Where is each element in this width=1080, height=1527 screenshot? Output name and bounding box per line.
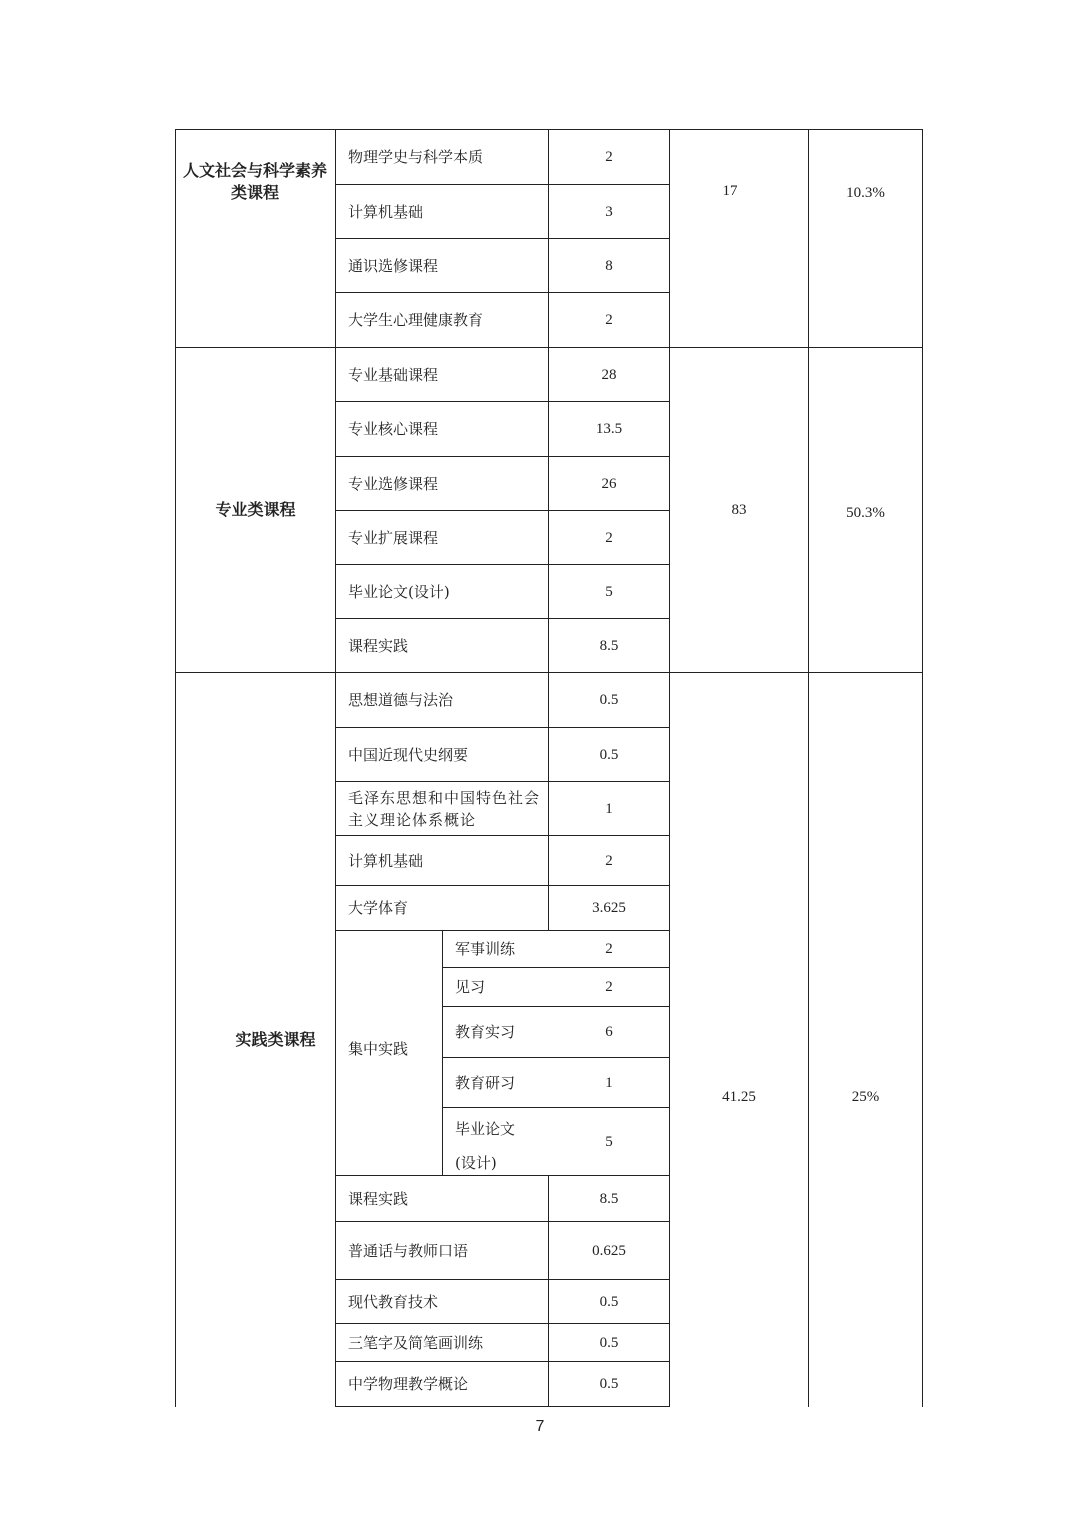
section-ratio: 25% [851,1089,880,1105]
section-total: 41.25 [722,1089,756,1105]
group-item-credits: 2 [605,941,613,957]
course-name: 大学生心理健康教育 [348,311,484,329]
course-credits: 8.5 [599,1190,619,1207]
group-item-credits: 6 [605,1024,613,1040]
course-credits: 28 [601,366,617,383]
course-credits: 3.625 [592,900,626,916]
group-item-credits: 5 [605,1133,613,1150]
course-name: 课程实践 [348,636,409,655]
course-credits: 1 [605,800,613,817]
category-label: 专业类课程 [215,500,296,519]
course-name: 中国近现代史纲要 [348,745,469,764]
course-name: 通识选修课程 [348,256,439,275]
course-credits: 5 [605,583,613,600]
section-total: 17 [722,183,738,199]
table-border-right [922,129,923,1407]
course-name: 专业扩展课程 [348,528,439,547]
course-name: 专业核心课程 [348,420,439,438]
course-name: 思想道德与法治 [348,691,454,709]
group-item-name: 教育研习 [455,1073,516,1092]
course-name: 专业选修课程 [348,474,439,493]
group-item-name: 教育实习 [455,1023,516,1041]
course-credits: 0.5 [599,1334,619,1351]
course-name: 现代教育技术 [348,1292,439,1311]
page-number: 7 [535,1418,545,1435]
course-name: 普通话与教师口语 [348,1241,469,1260]
course-credits: 0.625 [592,1242,626,1259]
table-border-left [175,129,176,1407]
course-credits: 13.5 [595,421,623,437]
group-item-credits: 1 [605,1074,613,1091]
row-line-bottom [335,1406,670,1407]
course-name: 三笔字及简笔画训练 [348,1333,484,1352]
course-name: 计算机基础 [348,851,424,870]
category-label: 实践类课程 [235,1030,316,1049]
course-credits: 8 [605,257,613,274]
course-name: 专业基础课程 [348,365,439,384]
course-name: 毕业论文(设计) [348,582,450,601]
section-ratio: 50.3% [846,505,885,521]
course-credits: 3 [605,203,613,220]
course-name: 大学体育 [348,899,409,917]
course-credits: 0.5 [599,746,619,763]
group-item-credits: 2 [605,979,613,995]
course-credits: 26 [601,475,617,492]
course-name: 计算机基础 [348,202,424,221]
group-item-name: 见习 [455,978,486,996]
course-credits: 8.5 [599,637,619,654]
category-label: 人文社会与科学素养类课程 [182,161,327,202]
course-credits: 2 [605,529,613,546]
course-credits: 0.5 [599,1376,619,1392]
section-ratio: 10.3% [846,185,885,201]
group-name: 集中实践 [348,1040,409,1058]
course-credits: 2 [605,852,613,869]
group-item-name: 军事训练 [455,940,516,958]
course-credits: 2 [605,312,613,328]
course-credits: 0.5 [599,1293,619,1310]
course-name: 中学物理教学概论 [348,1375,469,1393]
course-name: 毛泽东思想和中国特色社会主义理论体系概论 [348,788,541,829]
group-item-name-line2: (设计) [455,1154,497,1172]
course-credits: 0.5 [599,692,619,708]
section-total: 83 [731,502,747,518]
group-item-name: 毕业论文 [455,1120,516,1138]
course-credits: 2 [605,149,613,165]
course-name: 课程实践 [348,1189,409,1208]
course-name: 物理学史与科学本质 [348,148,484,166]
